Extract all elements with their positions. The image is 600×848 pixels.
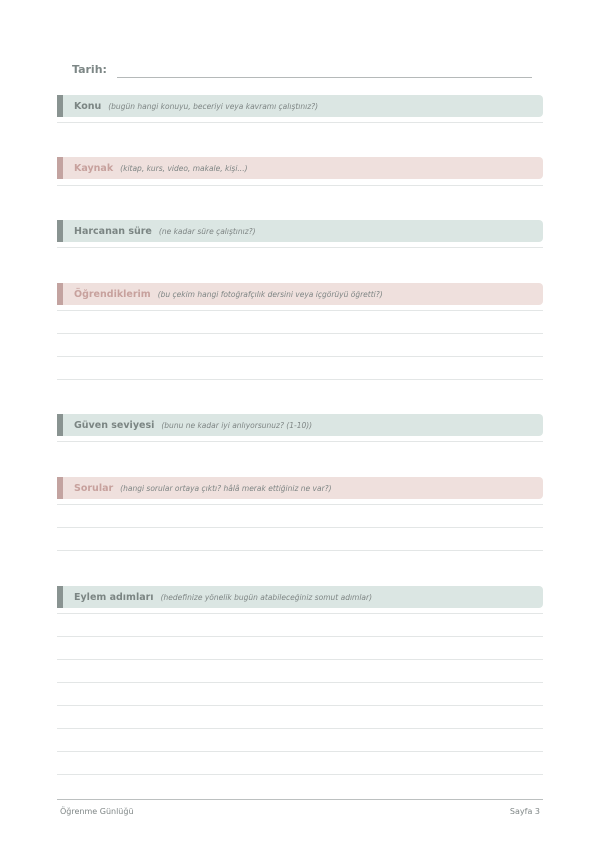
- date-row: [72, 63, 532, 81]
- writing-line[interactable]: [57, 122, 543, 123]
- section-hint: (ne kadar süre çalıştınız?): [158, 226, 256, 236]
- writing-line[interactable]: [57, 705, 543, 706]
- section-title: Konu: [74, 100, 102, 112]
- section-hint: (bugün hangi konuyu, beceriyi veya kavramı çalıştınız?): [108, 101, 319, 111]
- section-hint: (kitap, kurs, video, makale, kişi...): [120, 163, 248, 173]
- section-header-questions: [57, 477, 543, 499]
- writing-line[interactable]: [57, 356, 543, 357]
- page-number: Sayfa 3: [509, 807, 540, 816]
- section-header-action-steps: [57, 586, 543, 608]
- section-hint: (bunu ne kadar iyi anlıyorsunuz? (1-10)): [161, 420, 313, 430]
- section-title: Güven seviyesi: [74, 419, 155, 431]
- writing-line[interactable]: [57, 441, 543, 442]
- writing-line[interactable]: [57, 504, 543, 505]
- section-header-source: [57, 157, 543, 179]
- section-title: Sorular: [74, 482, 114, 494]
- writing-line[interactable]: [57, 527, 543, 528]
- writing-line[interactable]: [57, 310, 543, 311]
- writing-line[interactable]: [57, 659, 543, 660]
- date-input-line[interactable]: [117, 77, 532, 78]
- writing-line[interactable]: [57, 185, 543, 186]
- writing-line[interactable]: [57, 636, 543, 637]
- section-hint: (hedefinize yönelik bugün atabileceğiniz somut adımlar): [160, 592, 373, 602]
- writing-line[interactable]: [57, 613, 543, 614]
- footer-divider: [57, 799, 543, 800]
- section-hint: (bu çekim hangi fotoğrafçılık dersini veya içgörüyü öğretti?): [157, 289, 383, 299]
- writing-line[interactable]: [57, 379, 543, 380]
- writing-line[interactable]: [57, 333, 543, 334]
- section-title: Kaynak: [74, 162, 114, 174]
- writing-line[interactable]: [57, 728, 543, 729]
- section-title: Eylem adımları: [74, 591, 154, 603]
- section-header-topic: [57, 95, 543, 117]
- writing-line[interactable]: [57, 550, 543, 551]
- section-hint: (hangi sorular ortaya çıktı? hâlâ merak ettiğiniz ne var?): [120, 483, 332, 493]
- writing-line[interactable]: [57, 682, 543, 683]
- footer-title: Öğrenme Günlüğü: [60, 807, 134, 816]
- section-header-time-spent: [57, 220, 543, 242]
- section-header-confidence: [57, 414, 543, 436]
- section-title: Harcanan süre: [74, 225, 152, 237]
- section-header-learnings: [57, 283, 543, 305]
- writing-line[interactable]: [57, 774, 543, 775]
- writing-line[interactable]: [57, 751, 543, 752]
- writing-line[interactable]: [57, 247, 543, 248]
- section-title: Öğrendiklerim: [74, 288, 151, 300]
- date-label: Tarih:: [72, 63, 107, 76]
